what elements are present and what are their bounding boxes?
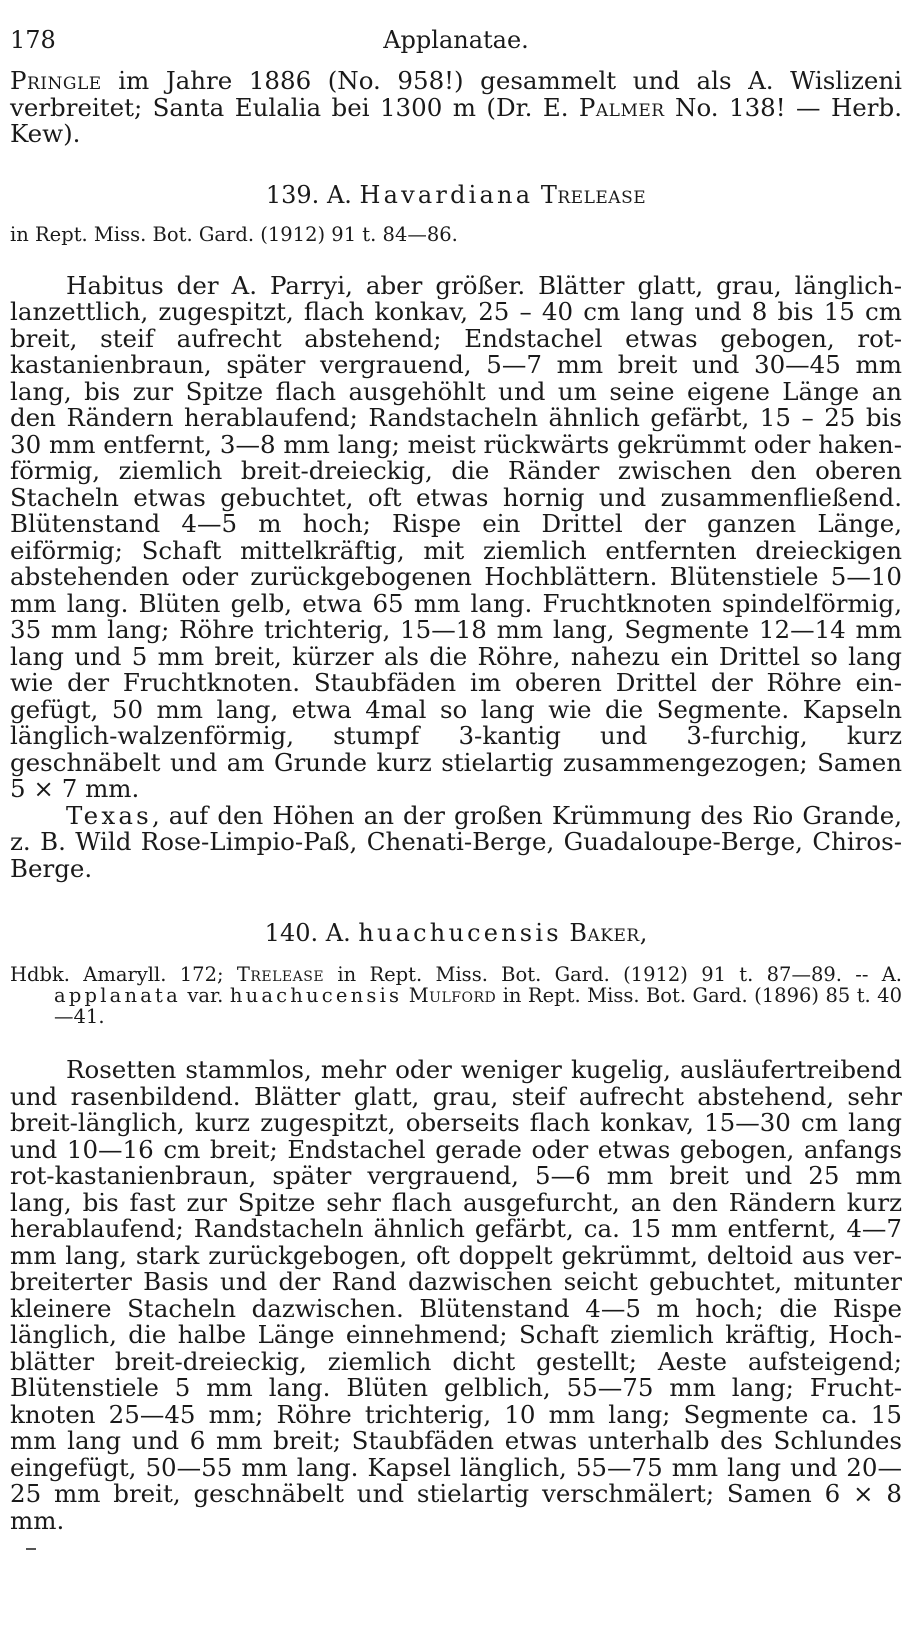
margin-mark bbox=[26, 1548, 36, 1550]
synonym-variety: huachucensis bbox=[229, 984, 403, 1007]
species-name: huachucensis bbox=[358, 919, 562, 947]
species-heading-139: 139. A. Havardiana Trelease bbox=[265, 180, 647, 209]
species-distribution-139: Texas, auf den Höhen an der großen Krümmung des Rio Grande, z. B. Wild Rose-Limpio-Paß, Chenati-Berge, Guadaloupe-Berge, Chiros-Berge. bbox=[10, 800, 902, 883]
intro-paragraph: Pringle im Jahre 1886 (No. 958!) gesammelt und als A. Wislizeni verbreitet; Santa Eulalia bei 1300 m (Dr. E. Palmer No. 138! — Herb. Kew). bbox=[10, 66, 902, 148]
species-description-140: Rosetten stammlos, mehr oder weniger kugelig, ausläufertreibend und rasenbildend. Blätter glatt, grau, steif aufrecht abstehend, sehr breit-länglich, kurz zugespitzt, oberseits flach konkav, 15—30 cm lang und 10—16 cm breit; Endstachel gerade oder etwas gebogen, anfangs rot-kastanienbraun, später vergrauend, 5—6 mm breit und 25 mm lang, bis fast zur Spitze sehr flach ausgefurcht, an den Rändern kurz herablaufend; Randstacheln ähnlich gefärbt, ca. 15 mm entfernt, 4—7 mm lang, stark zurückgebogen, oft doppelt gekrümmt, deltoid aus verbreiterter Basis und der Rand dazwischen seicht gebuchtet, mitunter kleinere Stacheln dazwischen. Blütenstand 4—5 m hoch; die Rispe länglich, die halbe Länge einnehmend; Schaft ziemlich kräftig, Hochblätter breit-dreieckig, ziemlich dicht gestellt; Aeste aufsteigend; Blütenstiele 5 mm lang. Blüten gelblich, 55—75 mm lang; Fruchtknoten 25—45 mm; Röhre trichterig, 10 mm lang; Segmente ca. 15 mm lang und 6 mm breit; Staubfäden etwas unterhalb des Schlundes eingefügt, 50—55 mm lang. Kapsel länglich, 55—75 mm lang und 20—25 mm breit, geschnäbelt und stielartig verschmälert; Samen 6 × 8 mm. bbox=[10, 1055, 902, 1535]
species-author: Baker bbox=[569, 919, 640, 947]
running-title: Applanatae. bbox=[383, 26, 529, 54]
page-number: 178 bbox=[10, 26, 56, 54]
species-citation-139: in Rept. Miss. Bot. Gard. (1912) 91 t. 84—86. bbox=[10, 222, 458, 246]
synonym-name: applanata bbox=[54, 984, 181, 1007]
species-name: Havardiana bbox=[359, 180, 534, 209]
collector-name: Pringle bbox=[10, 66, 102, 95]
citation-author: Trelease bbox=[236, 963, 325, 986]
distribution-region: Texas bbox=[66, 800, 152, 830]
species-author: Trelease bbox=[540, 180, 647, 209]
running-header bbox=[10, 20, 902, 60]
species-heading-140: 140. A. huachucensis Baker, bbox=[264, 919, 648, 947]
citation-author-2: Mulford bbox=[408, 984, 497, 1007]
document-page bbox=[10, 20, 902, 1534]
collector-name-2: Palmer bbox=[578, 92, 665, 122]
species-citation-140: Hdbk. Amaryll. 172; Trelease in Rept. Miss. Bot. Gard. (1912) 91 t. 87—89. -- A. applanata var. huachucensis Mulford in Rept. Miss. Bot. Gard. (1896) 85 t. 40—41. bbox=[10, 963, 902, 1028]
species-description-139: Habitus der A. Parryi, aber größer. Blätter glatt, grau, länglich-lanzettlich, zugespitzt, flach konkav, 25 – 40 cm lang und 8 bis 15 cm breit, steif aufrecht abstehend; Endstachel etwas gebogen, rotkastanienbraun, später vergrauend, 5—7 mm breit und 30—45 mm lang, bis zur Spitze flach ausgehöhlt und um seine eigene Länge an den Rändern herablaufend; Randstacheln ähnlich gefärbt, 15 – 25 bis 30 mm entfernt, 3—8 mm lang; meist rückwärts gekrümmt oder hakenförmig, ziemlich breit-dreieckig, die Ränder zwischen den oberen Stacheln etwas gebuchtet, oft etwas hornig und zusammenfließend. Blütenstand 4—5 m hoch; Rispe ein Drittel der ganzen Länge, eiförmig; Schaft mittelkräftig, mit ziemlich entfernten dreieckigen abstehenden oder zurückgebogenen Hochblättern. Blütenstiele 5—10 mm lang. Blüten gelb, etwa 65 mm lang. Fruchtknoten spindelförmig, 35 mm lang; Röhre trichterig, 15—18 mm lang, Segmente 12—14 mm lang und 5 mm breit, kürzer als die Röhre, nahezu ein Drittel so lang wie der Fruchtknoten. Staubfäden im oberen Drittel der Röhre eingefügt, 50 mm lang, etwa 4mal so lang wie die Segmente. Kapseln länglich-walzenförmig, stumpf 3-kantig und 3-furchig, kurz geschnäbelt und am Grunde kurz stielartig zusammengezogen; Samen 5 × 7 mm. bbox=[10, 270, 902, 803]
